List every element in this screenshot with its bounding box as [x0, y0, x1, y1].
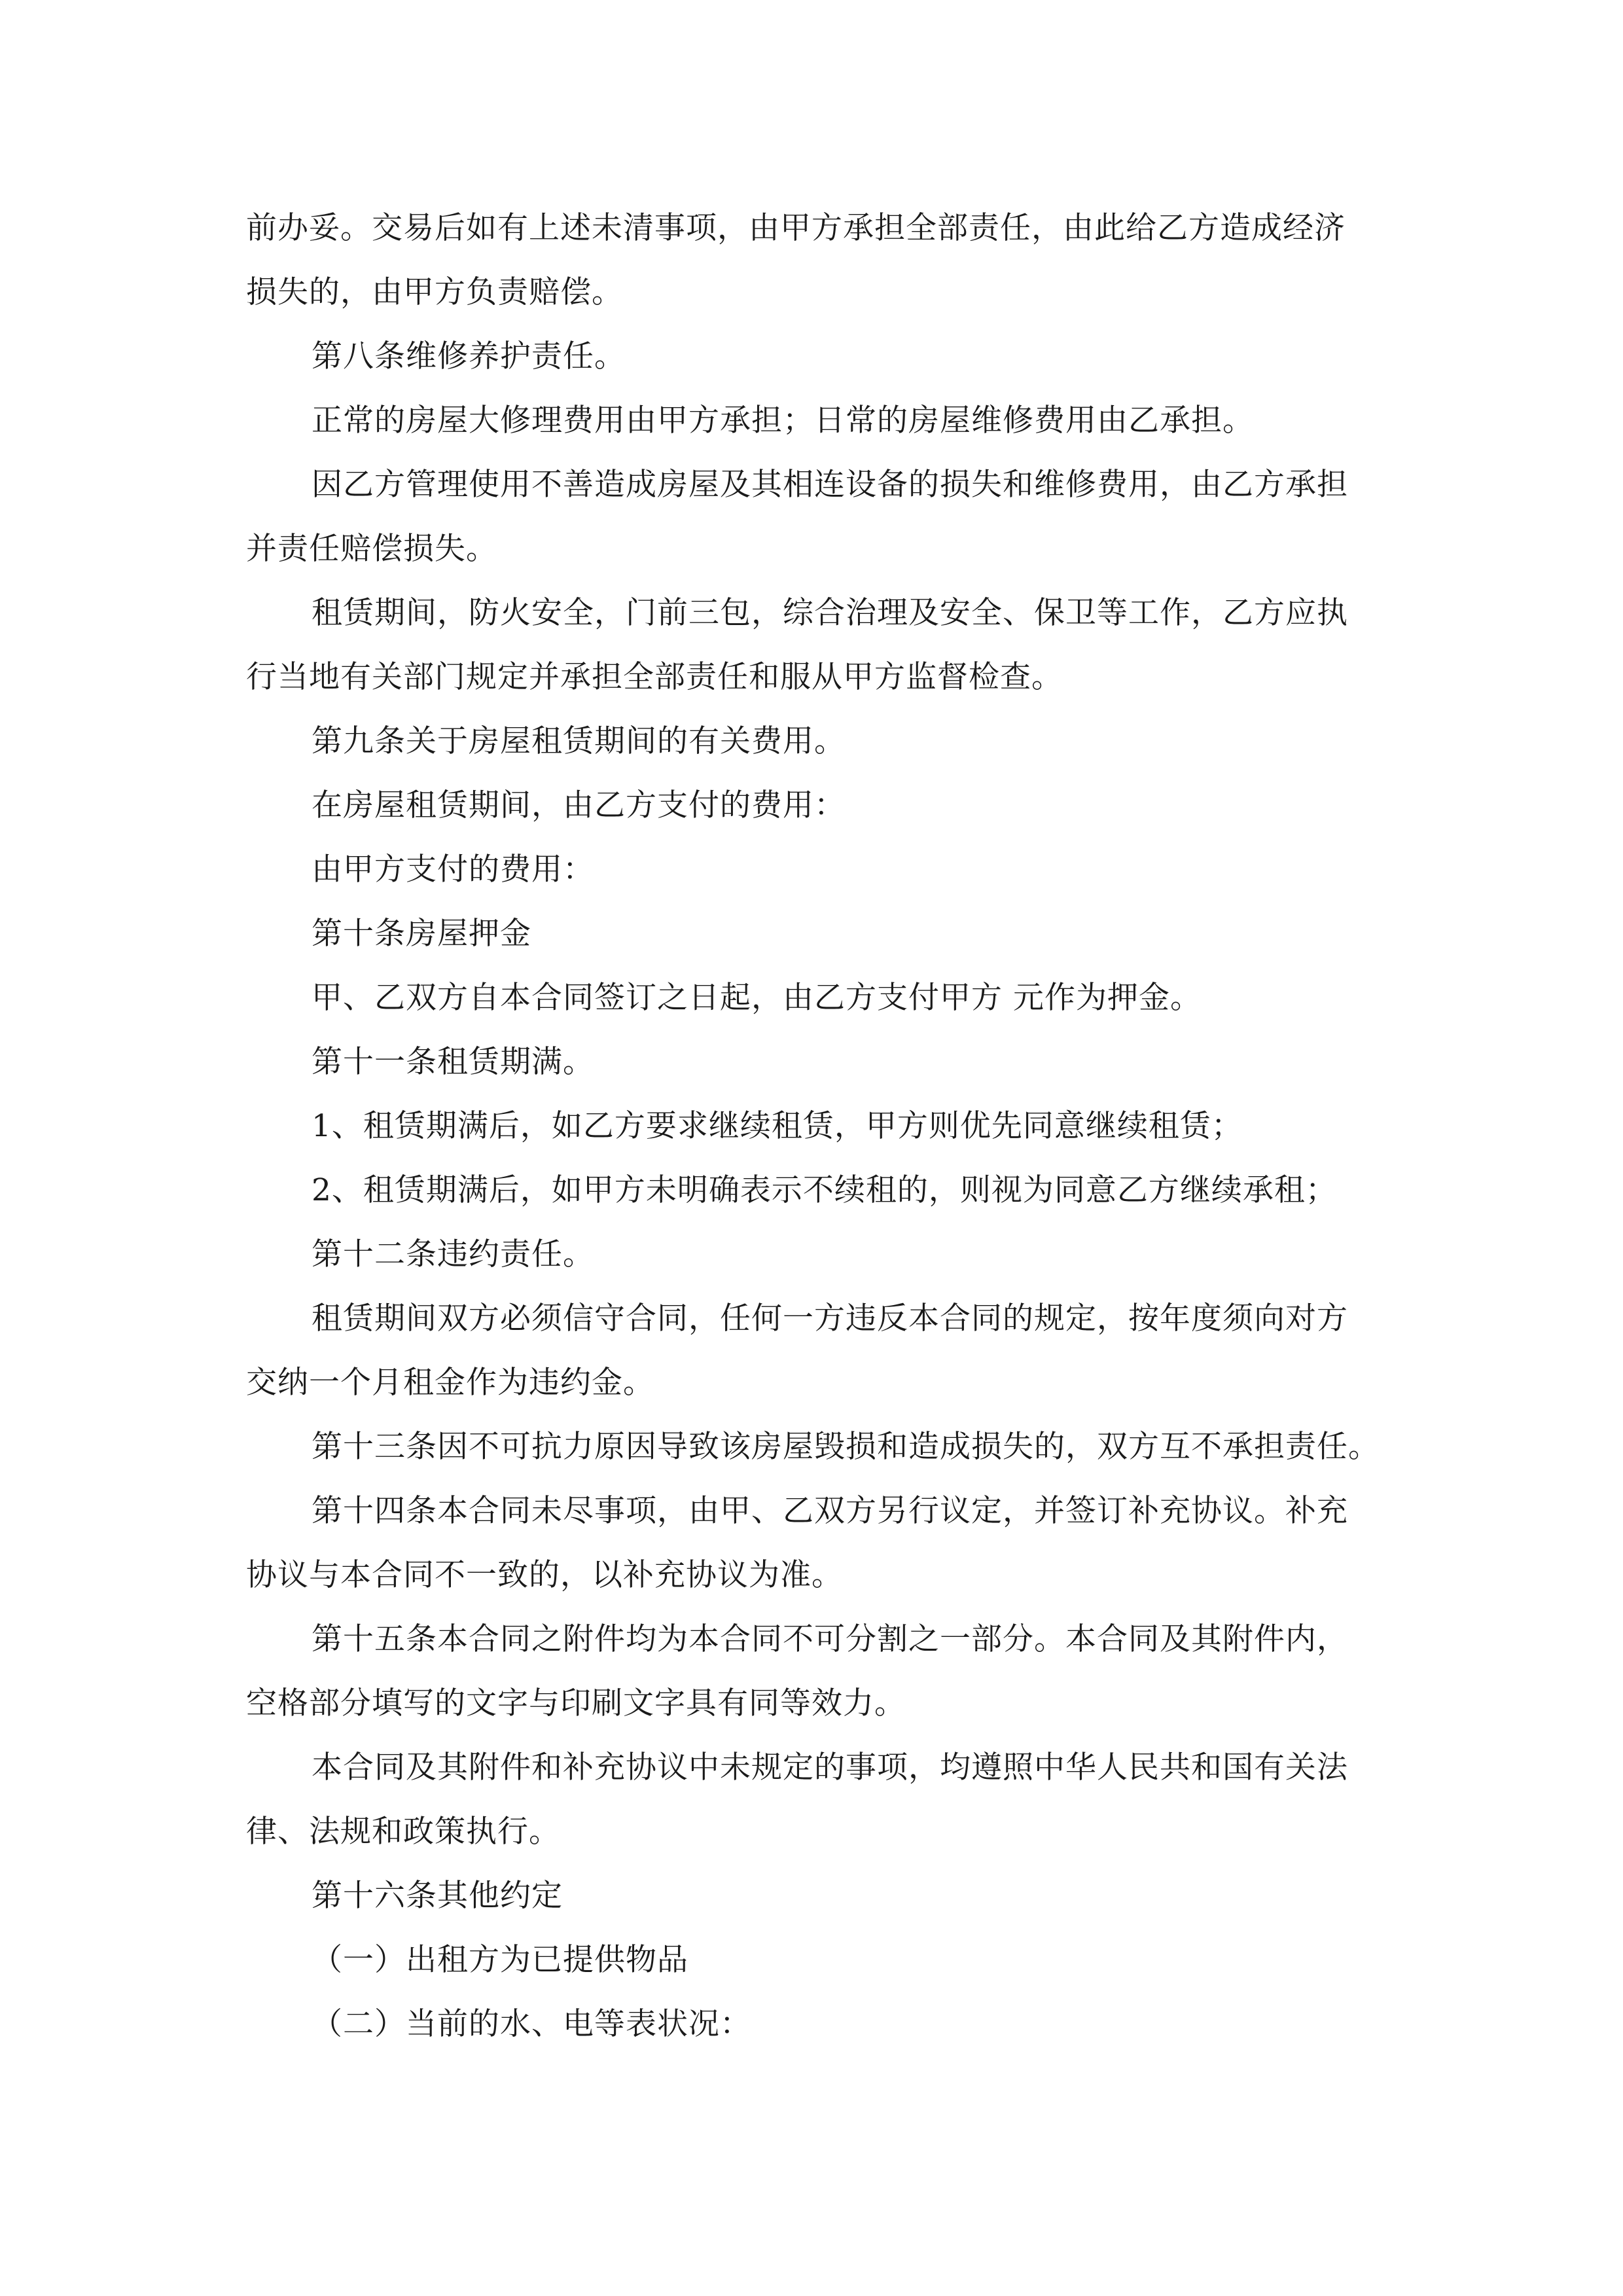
text-line: 正常的房屋大修理费用由甲方承担；日常的房屋维修费用由乙承担。: [312, 403, 1254, 439]
text-line: 协议与本合同不一致的，以补充协议为准。: [246, 1557, 843, 1593]
text-line: 租赁期间，防火安全，门前三包，综合治理及安全、保卫等工作，乙方应执: [312, 595, 1348, 631]
text-line: 甲、乙双方自本合同签订之日起，由乙方支付甲方 元作为押金。: [312, 980, 1202, 1016]
text-line: 本合同及其附件和补充协议中未规定的事项，均遵照中华人民共和国有关法: [312, 1749, 1348, 1785]
list-item: （二）当前的水、电等表状况：: [312, 2006, 751, 2042]
article-8-heading: 第八条维修养护责任。: [312, 338, 626, 374]
document-body: [246, 196, 1378, 2056]
article-16-heading: 第十六条其他约定: [312, 1878, 563, 1914]
text-line: 因乙方管理使用不善造成房屋及其相连设备的损失和维修费用，由乙方承担: [312, 467, 1348, 503]
text-line: 前办妥。交易后如有上述未清事项，由甲方承担全部责任，由此给乙方造成经济: [246, 210, 1346, 246]
list-item: 1、租赁期满后，如乙方要求继续租赁，甲方则优先同意继续租赁；: [312, 1108, 1243, 1144]
list-item: 2、租赁期满后，如甲方未明确表示不续租的，则视为同意乙方继续承租；: [312, 1172, 1337, 1208]
text-line: 由甲方支付的费用：: [312, 852, 594, 888]
text-line: 租赁期间双方必须信守合同，任何一方违反本合同的规定，按年度须向对方: [312, 1300, 1348, 1336]
article-11-heading: 第十一条租赁期满。: [312, 1044, 594, 1080]
article-12-heading: 第十二条违约责任。: [312, 1236, 594, 1272]
text-line: 在房屋租赁期间，由乙方支付的费用：: [312, 787, 846, 823]
article-14-text: 第十四条本合同未尽事项，由甲、乙双方另行议定，并签订补充协议。补充: [312, 1493, 1348, 1529]
article-9-heading: 第九条关于房屋租赁期间的有关费用。: [312, 723, 846, 759]
text-line: 空格部分填写的文字与印刷文字具有同等效力。: [246, 1685, 906, 1721]
article-10-heading: 第十条房屋押金: [312, 916, 531, 952]
article-15-text: 第十五条本合同之附件均为本合同不可分割之一部分。本合同及其附件内，: [312, 1621, 1348, 1657]
text-line: 行当地有关部门规定并承担全部责任和服从甲方监督检查。: [246, 659, 1063, 695]
text-line: 律、法规和政策执行。: [246, 1814, 560, 1850]
text-line: 交纳一个月租金作为违约金。: [246, 1365, 654, 1401]
list-item: （一）出租方为已提供物品: [312, 1942, 688, 1978]
text-line: 并责任赔偿损失。: [246, 531, 497, 567]
text-line: 损失的，由甲方负责赔偿。: [246, 274, 623, 310]
article-13-text: 第十三条因不可抗力原因导致该房屋毁损和造成损失的，双方互不承担责任。: [312, 1429, 1380, 1465]
